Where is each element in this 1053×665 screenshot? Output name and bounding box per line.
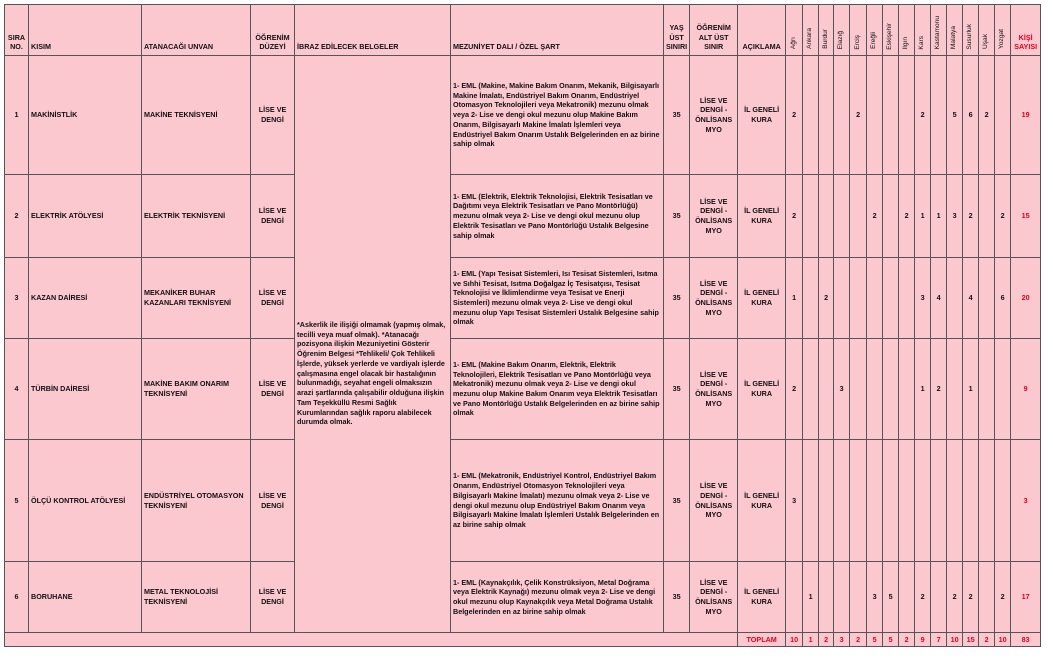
row-city-count <box>979 175 995 258</box>
row-city-count: 2 <box>979 56 995 175</box>
row-city-count <box>931 56 947 175</box>
header-city: Ağrı <box>789 37 797 50</box>
row-city-count: 1 <box>931 175 947 258</box>
row-city-count <box>995 56 1011 175</box>
row-total: 17 <box>1011 562 1041 633</box>
row-city-count: 4 <box>931 258 947 339</box>
row-aciklama: İL GENELİ KURA <box>738 440 786 562</box>
totals-city-count: 2 <box>819 633 834 647</box>
header-city: Eskişehir <box>886 22 894 50</box>
row-city-count <box>819 339 834 440</box>
row-city-count <box>819 440 834 562</box>
row-total: 3 <box>1011 440 1041 562</box>
row-kisim: ELEKTRİK ATÖLYESİ <box>29 175 142 258</box>
header-mezuniyet: MEZUNİYET DALI / ÖZEL ŞART <box>451 5 664 56</box>
row-city-count <box>803 339 819 440</box>
row-aciklama: İL GENELİ KURA <box>738 339 786 440</box>
row-number: 3 <box>5 258 29 339</box>
totals-blank <box>5 633 738 647</box>
totals-city-count: 2 <box>850 633 867 647</box>
row-unvan: MAKİNE BAKIM ONARIM TEKNİSYENİ <box>142 339 251 440</box>
row-city-count <box>803 56 819 175</box>
row-unvan: MEKANİKER BUHAR KAZANLARI TEKNİSYENİ <box>142 258 251 339</box>
row-city-count <box>867 440 883 562</box>
row-aciklama: İL GENELİ KURA <box>738 562 786 633</box>
row-number: 5 <box>5 440 29 562</box>
row-city-count <box>931 562 947 633</box>
row-mezuniyet: 1- EML (Makine, Makine Bakım Onarım, Mekanik, Bilgisayarlı Makine İmalatı, Endüstriyel Bakım Onarım, Endüstriyel Otomasyon Teknolojileri veya Mekatronik) mezunu olmak veya 2- Lise ve dengi okul mezunu olup Makine Bakım Onarım, Bilgisayarlı Makine İmalatı İşlemleri veya Endüstriyel Bakım Onarım Ustalık Belgelerinden en az birine sahip olmak <box>451 56 664 175</box>
row-yas: 35 <box>664 440 690 562</box>
row-ogrenim: LİSE VE DENGİ <box>251 175 295 258</box>
row-city-count <box>834 440 850 562</box>
row-city-count: 3 <box>947 175 963 258</box>
header-kisim: KISIM <box>29 5 142 56</box>
header-city: Ereğli <box>870 32 878 50</box>
row-city-count <box>834 56 850 175</box>
row-aciklama: İL GENELİ KURA <box>738 258 786 339</box>
row-city-count: 2 <box>995 562 1011 633</box>
row-city-count: 2 <box>931 339 947 440</box>
totals-city-count: 7 <box>931 633 947 647</box>
row-total: 9 <box>1011 339 1041 440</box>
totals-row <box>5 633 1041 647</box>
row-city-count: 3 <box>867 562 883 633</box>
totals-city-count: 9 <box>915 633 931 647</box>
table-row <box>5 440 1041 562</box>
row-city-count <box>899 339 915 440</box>
row-kisim: KAZAN DAİRESİ <box>29 258 142 339</box>
row-city-count <box>883 56 899 175</box>
header-city: Malatya <box>950 26 958 50</box>
table-row <box>5 175 1041 258</box>
row-ogrenim-ust: LİSE VE DENGİ - ÖNLİSANS MYO <box>690 258 738 339</box>
row-aciklama: İL GENELİ KURA <box>738 175 786 258</box>
row-yas: 35 <box>664 56 690 175</box>
row-kisim: MAKİNİSTLİK <box>29 56 142 175</box>
totals-city-count: 3 <box>834 633 850 647</box>
row-city-count: 3 <box>786 440 803 562</box>
row-city-count <box>819 562 834 633</box>
totals-city-count: 1 <box>803 633 819 647</box>
row-ogrenim: LİSE VE DENGİ <box>251 56 295 175</box>
row-mezuniyet: 1- EML (Kaynakçılık, Çelik Konstrüksiyon, Metal Doğrama veya Elektrik Kaynağı) mezunu olmak veya 2- Lise ve dengi okul mezunu olup Kaynakçılık veya Metal Doğrama Ustalık Belgelerinden en az birine sahip olmak <box>451 562 664 633</box>
header-kisi-sayisi: KİŞİ SAYISI <box>1011 5 1041 56</box>
row-kisim: BORUHANE <box>29 562 142 633</box>
row-city-count: 2 <box>963 175 979 258</box>
table-row <box>5 562 1041 633</box>
row-city-count: 3 <box>915 258 931 339</box>
row-city-count: 2 <box>819 258 834 339</box>
row-city-count <box>883 339 899 440</box>
header-sira-no: SIRA NO. <box>5 5 29 56</box>
row-unvan: MAKİNE TEKNİSYENİ <box>142 56 251 175</box>
row-city-count <box>995 440 1011 562</box>
row-city-count: 2 <box>867 175 883 258</box>
totals-city-count: 10 <box>995 633 1011 647</box>
row-city-count <box>883 258 899 339</box>
header-yas: YAŞ ÜST SINIRI <box>664 5 690 56</box>
header-city: Yozgat <box>998 29 1006 50</box>
table-row <box>5 56 1041 175</box>
row-city-count: 6 <box>995 258 1011 339</box>
row-total: 15 <box>1011 175 1041 258</box>
ibraz-belgeler: *Askerlik ile ilişiği olmamak (yapmış olmak, tecilli veya muaf olmak). *Atanacağı pozisyona ilişkin Mezuniyetini Gösterir Öğrenim Belgesi *Tehlikeli/ Çok Tehlikeli İşlerde, yüksek yerlerde ve vardiyalı işlerde çalışmasına engel olacak bir hastalığının bulunmadığı, seyahat engeli olmaksızın arazi şartlarında çalışabilir olduğuna ilişkin Tam Teşekküllü Resmi Sağlık Kurumlarından sağlık raporu alabilecek durumda olmak. <box>295 56 451 633</box>
row-city-count <box>899 258 915 339</box>
row-city-count: 3 <box>834 339 850 440</box>
row-ogrenim: LİSE VE DENGİ <box>251 258 295 339</box>
row-city-count: 1 <box>915 175 931 258</box>
header-city: Kastamonu <box>934 15 942 50</box>
row-city-count: 2 <box>899 175 915 258</box>
row-ogrenim-ust: LİSE VE DENGİ - ÖNLİSANS MYO <box>690 175 738 258</box>
row-city-count <box>947 339 963 440</box>
row-yas: 35 <box>664 258 690 339</box>
row-city-count: 2 <box>850 56 867 175</box>
row-mezuniyet: 1- EML (Makine Bakım Onarım, Elektrik, Elektrik Teknolojileri, Elektrik Tesisatları ve Pano Montörlüğü veya Mekatronik) mezunu olmak veya 2- Lise ve dengi okul mezunu olup Makine Bakım Onarım veya Elektrik Tesisatları ve Pano Montörlüğü Ustalık Belgelerinden en az birine sahip olmak <box>451 339 664 440</box>
row-number: 2 <box>5 175 29 258</box>
table-row <box>5 258 1041 339</box>
row-city-count <box>803 440 819 562</box>
row-city-count <box>819 175 834 258</box>
row-city-count <box>979 339 995 440</box>
row-ogrenim-ust: LİSE VE DENGİ - ÖNLİSANS MYO <box>690 56 738 175</box>
header-ogrenim: ÖĞRENİM DÜZEYİ <box>251 5 295 56</box>
row-city-count: 1 <box>786 258 803 339</box>
row-city-count: 2 <box>786 339 803 440</box>
row-mezuniyet: 1- EML (Mekatronik, Endüstriyel Kontrol, Endüstriyel Bakım Onarım, Endüstriyel Otomasyon Teknolojileri veya Bilgisayarlı Makine İmalatı) mezunu olmak veya 2- Lise ve dengi okul mezunu olup Endüstriyel Bakım Onarım veya Bilgisayarlı Makine İmalatı İşlemleri Ustalık Belgelerinden en az birine sahip olmak <box>451 440 664 562</box>
row-city-count <box>963 440 979 562</box>
header-row <box>5 5 1041 56</box>
header-ogrenim-ust: ÖĞRENİM ALT ÜST SINIR <box>690 5 738 56</box>
row-city-count: 2 <box>915 56 931 175</box>
row-city-count <box>850 175 867 258</box>
row-city-count: 4 <box>963 258 979 339</box>
header-city: Ankara <box>806 28 814 50</box>
row-kisim: TÜRBİN DAİRESİ <box>29 339 142 440</box>
row-city-count: 2 <box>963 562 979 633</box>
header-city: Elazığ <box>837 30 845 50</box>
header-city: Kars <box>918 35 926 50</box>
row-city-count: 5 <box>883 562 899 633</box>
row-number: 1 <box>5 56 29 175</box>
row-aciklama: İL GENELİ KURA <box>738 56 786 175</box>
header-belgeler: İBRAZ EDİLECEK BELGELER <box>295 5 451 56</box>
row-city-count <box>850 258 867 339</box>
header-city: Ilgın <box>902 36 910 50</box>
row-city-count: 2 <box>915 562 931 633</box>
totals-label: TOPLAM <box>738 633 786 647</box>
row-city-count <box>947 440 963 562</box>
row-city-count: 6 <box>963 56 979 175</box>
row-city-count <box>819 56 834 175</box>
table-row <box>5 339 1041 440</box>
row-city-count <box>803 175 819 258</box>
row-city-count <box>867 56 883 175</box>
staffing-table <box>4 4 1041 647</box>
totals-city-count: 15 <box>963 633 979 647</box>
row-city-count: 5 <box>947 56 963 175</box>
header-city: Uşak <box>982 34 990 50</box>
row-number: 4 <box>5 339 29 440</box>
header-city: Erciş <box>853 34 861 50</box>
totals-grand: 83 <box>1011 633 1041 647</box>
totals-city-count: 2 <box>979 633 995 647</box>
row-city-count <box>899 56 915 175</box>
row-ogrenim: LİSE VE DENGİ <box>251 562 295 633</box>
row-city-count <box>850 562 867 633</box>
totals-city-count: 2 <box>899 633 915 647</box>
row-city-count <box>803 258 819 339</box>
row-unvan: ELEKTRİK TEKNİSYENİ <box>142 175 251 258</box>
header-city: Burdur <box>821 29 829 50</box>
row-city-count <box>850 339 867 440</box>
row-city-count <box>867 339 883 440</box>
row-ogrenim-ust: LİSE VE DENGİ - ÖNLİSANS MYO <box>690 440 738 562</box>
row-city-count <box>995 339 1011 440</box>
row-city-count <box>979 258 995 339</box>
header-city: Susurluk <box>966 23 974 50</box>
totals-city-count: 10 <box>947 633 963 647</box>
row-ogrenim-ust: LİSE VE DENGİ - ÖNLİSANS MYO <box>690 339 738 440</box>
row-city-count <box>834 258 850 339</box>
row-yas: 35 <box>664 339 690 440</box>
row-total: 20 <box>1011 258 1041 339</box>
row-city-count: 2 <box>786 56 803 175</box>
row-city-count <box>867 258 883 339</box>
row-city-count <box>979 562 995 633</box>
row-mezuniyet: 1- EML (Elektrik, Elektrik Teknolojisi, Elektrik Tesisatları ve Dağıtımı veya Elektrik Tesisatları ve Pano Montörlüğü) mezunu olmak veya 2- Lise ve dengi okul mezunu olup Elektrik Tesisatları ve Pano Montörlüğü Ustalık Belgesine sahip olmak <box>451 175 664 258</box>
row-city-count: 2 <box>995 175 1011 258</box>
row-ogrenim: LİSE VE DENGİ <box>251 339 295 440</box>
row-city-count: 2 <box>786 175 803 258</box>
row-city-count <box>883 175 899 258</box>
row-kisim: ÖLÇÜ KONTROL ATÖLYESİ <box>29 440 142 562</box>
row-city-count <box>834 175 850 258</box>
row-mezuniyet: 1- EML (Yapı Tesisat Sistemleri, Isı Tesisat Sistemleri, Isıtma ve Sıhhi Tesisat, Isıtma Doğalgaz İç Tesisatçısı, Tesisat Teknolojisi ve İklimlendirme veya Tesisat ve Enerji Sistemleri) mezunu olmak veya 2- Lise ve dengi okul mezunu olup Yapı Tesisat Sistemleri Ustalık Belgesine sahip olmak <box>451 258 664 339</box>
row-city-count: 1 <box>963 339 979 440</box>
row-city-count <box>899 562 915 633</box>
row-yas: 35 <box>664 562 690 633</box>
row-ogrenim-ust: LİSE VE DENGİ - ÖNLİSANS MYO <box>690 562 738 633</box>
row-city-count: 1 <box>915 339 931 440</box>
row-city-count <box>979 440 995 562</box>
totals-city-count: 5 <box>883 633 899 647</box>
header-aciklama: AÇIKLAMA <box>738 5 786 56</box>
row-number: 6 <box>5 562 29 633</box>
row-city-count <box>850 440 867 562</box>
row-city-count <box>931 440 947 562</box>
row-city-count <box>947 258 963 339</box>
row-city-count <box>883 440 899 562</box>
row-city-count: 2 <box>947 562 963 633</box>
header-unvan: ATANACAĞI UNVAN <box>142 5 251 56</box>
row-city-count <box>915 440 931 562</box>
row-yas: 35 <box>664 175 690 258</box>
row-city-count <box>834 562 850 633</box>
row-total: 19 <box>1011 56 1041 175</box>
row-unvan: ENDÜSTRİYEL OTOMASYON TEKNİSYENİ <box>142 440 251 562</box>
row-city-count <box>899 440 915 562</box>
row-unvan: METAL TEKNOLOJİSİ TEKNİSYENİ <box>142 562 251 633</box>
row-ogrenim: LİSE VE DENGİ <box>251 440 295 562</box>
row-city-count <box>786 562 803 633</box>
totals-city-count: 5 <box>867 633 883 647</box>
totals-city-count: 10 <box>786 633 803 647</box>
row-city-count: 1 <box>803 562 819 633</box>
